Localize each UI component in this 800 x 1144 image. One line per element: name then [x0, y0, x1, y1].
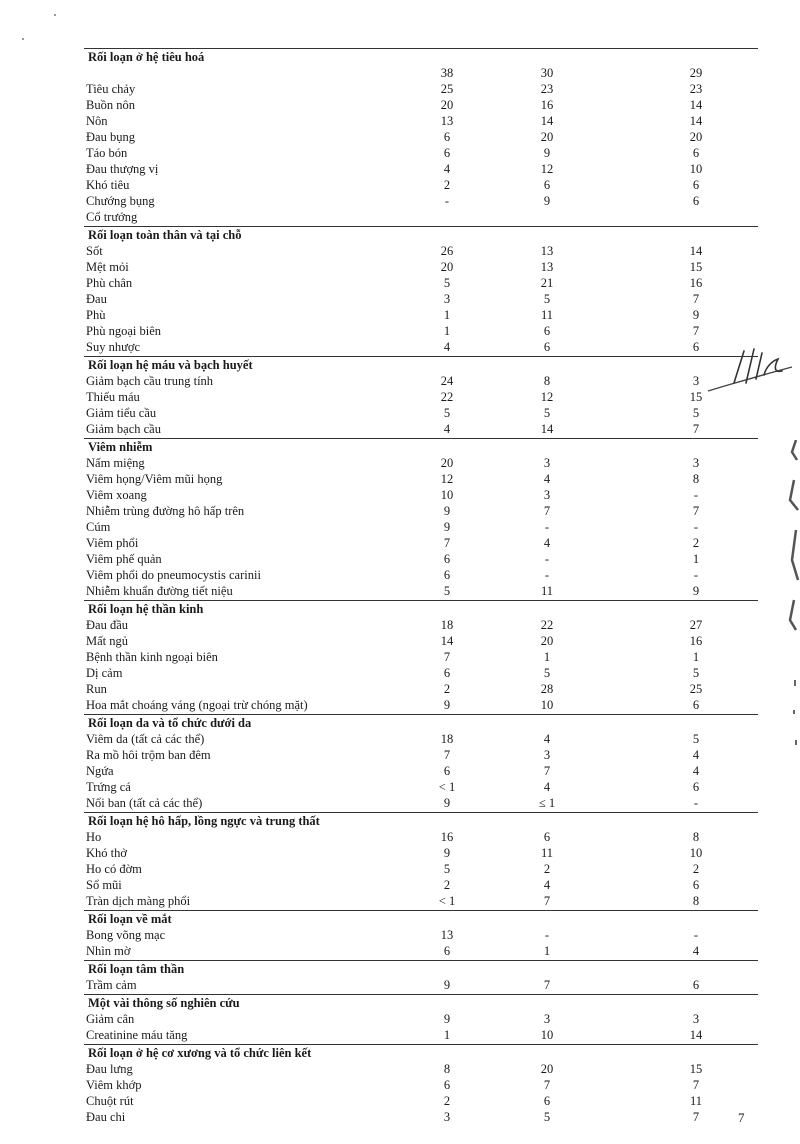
row-label: Viêm phế quản — [86, 552, 162, 566]
cell-value: 13 — [440, 114, 454, 128]
cell-value: 29 — [689, 66, 703, 80]
cell-value: 11 — [540, 308, 554, 322]
cell-value: 9 — [543, 146, 551, 160]
row-label: Nhiễm khuẩn đường tiết niệu — [86, 584, 233, 598]
cell-value: 6 — [543, 340, 551, 354]
cell-value: 14 — [689, 1028, 703, 1042]
cell-value: 7 — [543, 504, 551, 518]
cell-value: 25 — [689, 682, 703, 696]
section-header: Một vài thông số nghiên cứu — [88, 996, 240, 1010]
row-label: Ho có đờm — [86, 862, 142, 876]
cell-value: - — [544, 520, 550, 534]
cell-value: 6 — [692, 780, 700, 794]
cell-value: 5 — [443, 584, 451, 598]
cell-value: 38 — [440, 66, 454, 80]
cell-value: 2 — [443, 682, 451, 696]
section-rule — [84, 438, 758, 439]
cell-value: 5 — [692, 666, 700, 680]
row-label: Viêm khớp — [86, 1078, 142, 1092]
cell-value: 4 — [443, 340, 451, 354]
cell-value: 11 — [540, 846, 554, 860]
section-rule — [84, 1044, 758, 1045]
row-label: Trầm cảm — [86, 978, 137, 992]
cell-value: 8 — [443, 1062, 451, 1076]
cell-value: 1 — [443, 308, 451, 322]
cell-value: 6 — [443, 944, 451, 958]
cell-value: 14 — [540, 422, 554, 436]
cell-value: 7 — [543, 1078, 551, 1092]
row-label: Bệnh thần kinh ngoại biên — [86, 650, 218, 664]
cell-value: 1 — [443, 1028, 451, 1042]
cell-value: 4 — [443, 162, 451, 176]
cell-value: 5 — [543, 1110, 551, 1124]
row-label: Bong võng mạc — [86, 928, 166, 942]
row-label: Run — [86, 682, 107, 696]
cell-value: 9 — [443, 698, 451, 712]
cell-value: ≤ 1 — [538, 796, 556, 810]
section-header: Rối loạn về mắt — [88, 912, 172, 926]
cell-value: 9 — [443, 520, 451, 534]
row-label: Viêm phổi — [86, 536, 139, 550]
cell-value: 6 — [443, 1078, 451, 1092]
cell-value: 9 — [443, 796, 451, 810]
section-header: Rối loạn ở hệ tiêu hoá — [88, 50, 205, 64]
section-rule — [84, 960, 758, 961]
cell-value: 10 — [440, 488, 454, 502]
cell-value: 8 — [692, 830, 700, 844]
cell-value: 8 — [692, 894, 700, 908]
cell-value: 13 — [440, 928, 454, 942]
cell-value: 14 — [440, 634, 454, 648]
cell-value: 20 — [440, 98, 454, 112]
cell-value: 4 — [443, 422, 451, 436]
cell-value: 21 — [540, 276, 554, 290]
cell-value: 4 — [692, 764, 700, 778]
section-header: Rối loạn hệ thần kinh — [88, 602, 204, 616]
cell-value: 20 — [540, 1062, 554, 1076]
cell-value: 7 — [443, 650, 451, 664]
cell-value: 6 — [443, 666, 451, 680]
section-header: Rối loạn hệ máu và bạch huyết — [88, 358, 253, 372]
cell-value: 20 — [440, 456, 454, 470]
row-label: Táo bón — [86, 146, 128, 160]
cell-value: - — [444, 194, 450, 208]
cell-value: 24 — [440, 374, 454, 388]
cell-value: 26 — [440, 244, 454, 258]
cell-value: 12 — [440, 472, 454, 486]
section-rule — [84, 600, 758, 601]
cell-value: 22 — [540, 618, 554, 632]
row-label: Chướng bụng — [86, 194, 155, 208]
section-header: Rối loạn tâm thần — [88, 962, 185, 976]
cell-value: 6 — [443, 130, 451, 144]
cell-value: 6 — [692, 146, 700, 160]
cell-value: 5 — [692, 406, 700, 420]
cell-value: 9 — [443, 504, 451, 518]
cell-value: 6 — [692, 340, 700, 354]
row-label: Phù — [86, 308, 106, 322]
cell-value: 6 — [543, 324, 551, 338]
cell-value: < 1 — [438, 894, 456, 908]
row-label: Viêm da (tất cả các thể) — [86, 732, 205, 746]
cell-value: 16 — [440, 830, 454, 844]
cell-value: 2 — [692, 536, 700, 550]
cell-value: < 1 — [438, 780, 456, 794]
binding-edge-marks — [780, 440, 800, 780]
cell-value: 8 — [692, 472, 700, 486]
row-label: Giảm cân — [86, 1012, 135, 1026]
section-rule — [84, 356, 758, 357]
cell-value: 6 — [443, 146, 451, 160]
cell-value: 7 — [543, 978, 551, 992]
cell-value: 1 — [543, 650, 551, 664]
cell-value: 1 — [543, 944, 551, 958]
row-label: Mệt mỏi — [86, 260, 129, 274]
cell-value: 28 — [540, 682, 554, 696]
cell-value: 7 — [692, 422, 700, 436]
cell-value: 18 — [440, 732, 454, 746]
cell-value: 1 — [443, 324, 451, 338]
section-rule — [84, 910, 758, 911]
section-header: Viêm nhiễm — [88, 440, 153, 454]
cell-value: 13 — [540, 244, 554, 258]
cell-value: 12 — [540, 162, 554, 176]
row-label: Trứng cá — [86, 780, 131, 794]
section-header: Rối loạn ở hệ cơ xương và tổ chức liên kết — [88, 1046, 312, 1060]
cell-value: 2 — [443, 178, 451, 192]
cell-value: 2 — [443, 1094, 451, 1108]
cell-value: 4 — [543, 780, 551, 794]
cell-value: 14 — [689, 98, 703, 112]
row-label: Sốt — [86, 244, 103, 258]
cell-value: 5 — [543, 666, 551, 680]
cell-value: 3 — [692, 374, 700, 388]
row-label: Đau đầu — [86, 618, 128, 632]
row-label: Giảm bạch cầu trung tính — [86, 374, 214, 388]
row-label: Ngứa — [86, 764, 114, 778]
row-label: Phù chân — [86, 276, 133, 290]
cell-value: 3 — [443, 292, 451, 306]
row-label: Chuột rút — [86, 1094, 134, 1108]
cell-value: 20 — [540, 130, 554, 144]
cell-value: 3 — [543, 456, 551, 470]
cell-value: 3 — [692, 456, 700, 470]
row-label: Buồn nôn — [86, 98, 135, 112]
section-rule — [84, 226, 758, 227]
cell-value: 14 — [689, 114, 703, 128]
cell-value: 3 — [543, 488, 551, 502]
cell-value: 7 — [443, 748, 451, 762]
cell-value: - — [693, 488, 699, 502]
row-label: Đau chi — [86, 1110, 126, 1124]
cell-value: 20 — [540, 634, 554, 648]
handwritten-initials — [700, 345, 795, 395]
section-header: Rối loạn da và tổ chức dưới da — [88, 716, 252, 730]
cell-value: 13 — [540, 260, 554, 274]
cell-value: 9 — [692, 308, 700, 322]
cell-value: - — [544, 928, 550, 942]
cell-value: 5 — [692, 732, 700, 746]
cell-value: 6 — [543, 1094, 551, 1108]
cell-value: 18 — [440, 618, 454, 632]
cell-value: 7 — [443, 536, 451, 550]
cell-value: 1 — [692, 650, 700, 664]
cell-value: 9 — [443, 978, 451, 992]
row-label: Nôn — [86, 114, 108, 128]
cell-value: 23 — [689, 82, 703, 96]
cell-value: 6 — [443, 568, 451, 582]
cell-value: 7 — [692, 1110, 700, 1124]
cell-value: - — [693, 928, 699, 942]
cell-value: - — [693, 568, 699, 582]
section-rule — [84, 994, 758, 995]
row-label: Suy nhược — [86, 340, 141, 354]
cell-value: 5 — [443, 276, 451, 290]
row-label: Ho — [86, 830, 102, 844]
cell-value: 1 — [692, 552, 700, 566]
row-label: Mất ngủ — [86, 634, 129, 648]
row-label: Nổi ban (tất cả các thể) — [86, 796, 203, 810]
cell-value: 5 — [443, 406, 451, 420]
cell-value: - — [693, 796, 699, 810]
cell-value: 6 — [443, 552, 451, 566]
row-label: Cổ trướng — [86, 210, 138, 224]
row-label: Tràn dịch màng phổi — [86, 894, 191, 908]
cell-value: 4 — [543, 878, 551, 892]
cell-value: 11 — [689, 1094, 703, 1108]
cell-value: 6 — [543, 830, 551, 844]
cell-value: 9 — [543, 194, 551, 208]
cell-value: 5 — [543, 292, 551, 306]
row-label: Tiêu chảy — [86, 82, 136, 96]
section-rule — [84, 812, 758, 813]
cell-value: 12 — [540, 390, 554, 404]
cell-value: 7 — [692, 1078, 700, 1092]
cell-value: 9 — [443, 1012, 451, 1026]
cell-value: 4 — [692, 748, 700, 762]
cell-value: - — [544, 552, 550, 566]
row-label: Cúm — [86, 520, 111, 534]
cell-value: 16 — [689, 634, 703, 648]
cell-value: 23 — [540, 82, 554, 96]
cell-value: 14 — [689, 244, 703, 258]
cell-value: 4 — [543, 732, 551, 746]
cell-value: 10 — [689, 846, 703, 860]
cell-value: 16 — [540, 98, 554, 112]
cell-value: 7 — [692, 292, 700, 306]
cell-value: 4 — [543, 472, 551, 486]
section-header: Rối loạn hệ hô hấp, lồng ngực và trung thất — [88, 814, 320, 828]
cell-value: 4 — [692, 944, 700, 958]
row-label: Viêm phổi do pneumocystis carinii — [86, 568, 261, 582]
cell-value: 15 — [689, 1062, 703, 1076]
cell-value: 14 — [540, 114, 554, 128]
cell-value: 6 — [692, 178, 700, 192]
row-label: Nhiễm trùng đường hô hấp trên — [86, 504, 245, 518]
cell-value: 7 — [543, 894, 551, 908]
row-label: Đau — [86, 292, 107, 306]
section-rule — [84, 714, 758, 715]
row-label: Giảm bạch cầu — [86, 422, 161, 436]
row-label: Dị cảm — [86, 666, 123, 680]
cell-value: 30 — [540, 66, 554, 80]
row-label: Creatinine máu tăng — [86, 1028, 188, 1042]
cell-value: 22 — [440, 390, 454, 404]
cell-value: 20 — [440, 260, 454, 274]
cell-value: 5 — [543, 406, 551, 420]
cell-value: 6 — [692, 878, 700, 892]
row-label: Đau lưng — [86, 1062, 133, 1076]
cell-value: 7 — [543, 764, 551, 778]
cell-value: 6 — [692, 194, 700, 208]
cell-value: 2 — [443, 878, 451, 892]
row-label: Nhìn mờ — [86, 944, 131, 958]
cell-value: 10 — [689, 162, 703, 176]
row-label: Khó tiêu — [86, 178, 130, 192]
row-label: Thiếu máu — [86, 390, 140, 404]
cell-value: 3 — [543, 748, 551, 762]
cell-value: 9 — [692, 584, 700, 598]
cell-value: 27 — [689, 618, 703, 632]
row-label: Viêm xoang — [86, 488, 147, 502]
cell-value: 16 — [689, 276, 703, 290]
cell-value: 9 — [443, 846, 451, 860]
cell-value: 25 — [440, 82, 454, 96]
row-label: Nấm miệng — [86, 456, 145, 470]
cell-value: 6 — [443, 764, 451, 778]
cell-value: 10 — [540, 698, 554, 712]
scan-speck — [54, 14, 56, 16]
row-label: Đau thượng vị — [86, 162, 159, 176]
cell-value: 7 — [692, 324, 700, 338]
cell-value: - — [693, 520, 699, 534]
cell-value: 2 — [692, 862, 700, 876]
row-label: Đau bụng — [86, 130, 135, 144]
row-label: Phù ngoại biên — [86, 324, 161, 338]
cell-value: 3 — [692, 1012, 700, 1026]
cell-value: 10 — [540, 1028, 554, 1042]
row-label: Sổ mũi — [86, 878, 122, 892]
page-number: 7 — [738, 1110, 745, 1125]
cell-value: 6 — [543, 178, 551, 192]
section-rule — [84, 48, 758, 49]
cell-value: 11 — [540, 584, 554, 598]
scan-speck — [22, 38, 24, 40]
cell-value: 4 — [543, 536, 551, 550]
row-label: Hoa mắt choáng váng (ngoại trừ chóng mặt) — [86, 698, 308, 712]
cell-value: 8 — [543, 374, 551, 388]
cell-value: 6 — [692, 698, 700, 712]
cell-value: 15 — [689, 260, 703, 274]
cell-value: 7 — [692, 504, 700, 518]
cell-value: - — [544, 568, 550, 582]
cell-value: 6 — [692, 978, 700, 992]
row-label: Khó thở — [86, 846, 127, 860]
section-header: Rối loạn toàn thân và tại chỗ — [88, 228, 242, 242]
cell-value: 3 — [543, 1012, 551, 1026]
cell-value: 20 — [689, 130, 703, 144]
cell-value: 5 — [443, 862, 451, 876]
row-label: Ra mồ hôi trộm ban đêm — [86, 748, 211, 762]
row-label: Viêm họng/Viêm mũi họng — [86, 472, 223, 486]
cell-value: 15 — [689, 390, 703, 404]
row-label: Giảm tiểu cầu — [86, 406, 157, 420]
cell-value: 3 — [443, 1110, 451, 1124]
cell-value: 2 — [543, 862, 551, 876]
